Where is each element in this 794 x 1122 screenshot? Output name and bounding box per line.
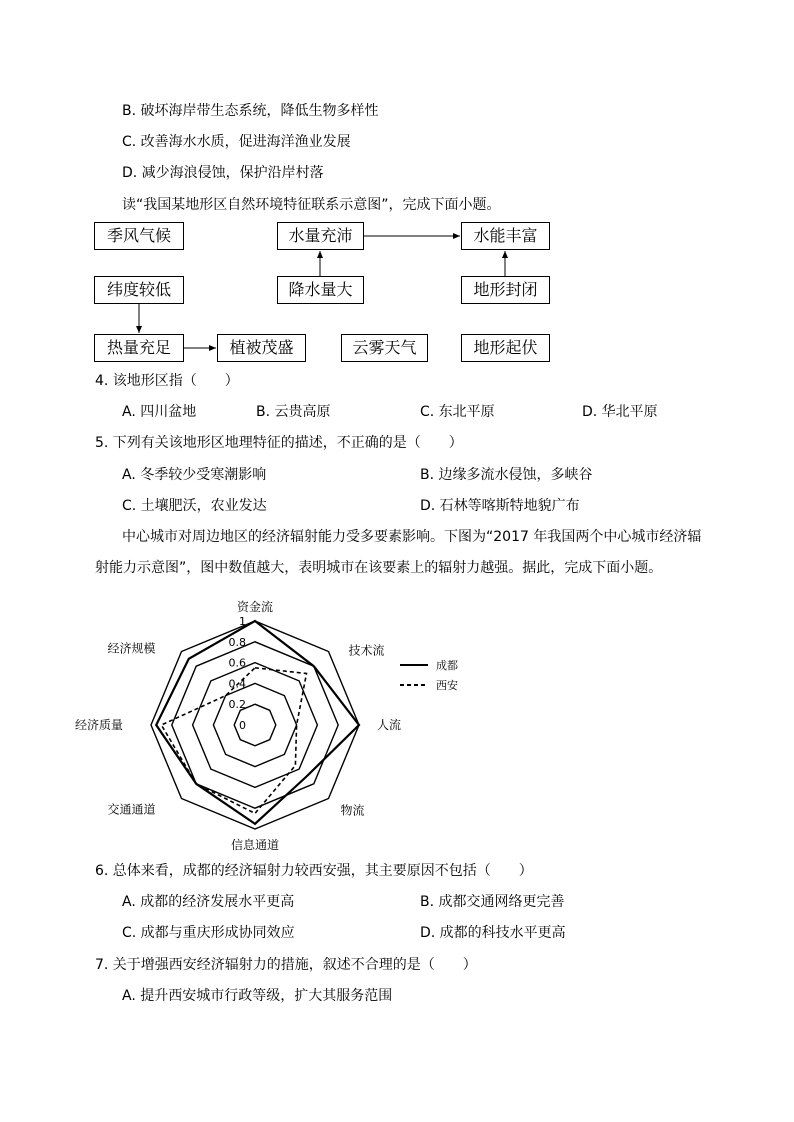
q6-option-d[interactable]: D. 成都的科技水平更高 [420, 925, 566, 941]
q5-option-b[interactable]: B. 边缘多流水侵蚀，多峡谷 [420, 467, 593, 483]
q4-option-c[interactable]: C. 东北平原 [420, 404, 495, 420]
grid-ring [193, 663, 318, 788]
box-cloud-fog: 云雾天气 [341, 334, 428, 362]
option-c: C. 改善海水水质，促进海洋渔业发展 [122, 134, 351, 150]
axis-label: 资金流 [236, 600, 274, 614]
scale-tick-label: 0.8 [228, 635, 246, 649]
box-hydro-rich: 水能丰富 [461, 222, 550, 250]
q4-stem: 4. 该地形区指（ ） [95, 373, 239, 389]
grid-ring [151, 621, 359, 829]
intro-chart-line1: 中心城市对周边地区的经济辐射能力受多要素影响。下图为“2017 年我国两个中心城市经济辐 [122, 529, 702, 545]
box-monsoon: 季风气候 [94, 222, 184, 250]
q7-option-a[interactable]: A. 提升西安城市行政等级，扩大其服务范围 [122, 988, 393, 1004]
q6-option-c[interactable]: C. 成都与重庆形成协同效应 [122, 925, 295, 941]
intro-chart-line2: 射能力示意图”，图中数值越大，表明城市在该要素上的辐射力越强。据此，完成下面小题。 [95, 560, 663, 576]
box-low-latitude: 纬度较低 [94, 276, 184, 304]
series-line-chengdu [156, 621, 359, 824]
scale-tick-label: 1 [239, 615, 246, 628]
grid-ring [234, 704, 276, 746]
intro-diagram: 读“我国某地形区自然环境特征联系示意图”，完成下面小题。 [122, 197, 501, 213]
axis-label: 人流 [377, 718, 402, 732]
option-d: D. 减少海浪侵蚀，保护沿岸村落 [122, 165, 324, 181]
axis-label: 技术流 [348, 643, 385, 658]
q5-stem: 5. 下列有关该地形区地理特征的描述，不正确的是（ ） [95, 435, 463, 451]
axis-label: 物流 [340, 803, 365, 818]
scale-tick-label: 0.2 [228, 698, 246, 712]
legend-label: 西安 [436, 679, 458, 692]
axis-label: 交通通道 [107, 802, 156, 817]
box-terrain-undulating: 地形起伏 [461, 334, 550, 362]
box-terrain-closed: 地形封闭 [461, 276, 550, 304]
option-b: B. 破坏海岸带生态系统，降低生物多样性 [122, 103, 379, 119]
grid-ring [213, 683, 296, 766]
q6-stem: 6. 总体来看，成都的经济辐射力较西安强，其主要原因不包括（ ） [95, 863, 533, 879]
box-heat-ample: 热量充足 [94, 334, 184, 362]
axis-label: 信息通道 [230, 838, 280, 852]
box-rain-much: 降水量大 [277, 276, 364, 304]
legend-label: 成都 [436, 659, 458, 672]
scale-tick-label: 0.6 [228, 656, 246, 670]
q7-stem: 7. 关于增强西安经济辐射力的措施，叙述不合理的是（ ） [95, 957, 477, 973]
scale-tick-label: 0.4 [228, 677, 246, 691]
box-veg-lush: 植被茂盛 [217, 334, 306, 362]
q4-option-a[interactable]: A. 四川盆地 [122, 404, 197, 420]
box-water-ample: 水量充沛 [277, 222, 364, 250]
q5-option-d[interactable]: D. 石林等喀斯特地貌广布 [420, 498, 580, 514]
q4-option-d[interactable]: D. 华北平原 [582, 404, 658, 420]
axis-label: 经济质量 [74, 718, 123, 732]
grid-ring [172, 642, 338, 808]
q6-option-a[interactable]: A. 成都的经济发展水平更高 [122, 894, 295, 910]
series-line-xian [161, 668, 306, 814]
q5-option-a[interactable]: A. 冬季较少受寒潮影响 [122, 467, 267, 483]
q5-option-c[interactable]: C. 土壤肥沃，农业发达 [122, 498, 267, 514]
q4-option-b[interactable]: B. 云贵高原 [256, 404, 331, 420]
axis-label: 经济规模 [107, 641, 156, 656]
q6-option-b[interactable]: B. 成都交通网络更完善 [420, 894, 565, 910]
scale-tick-label: 0 [239, 719, 246, 732]
